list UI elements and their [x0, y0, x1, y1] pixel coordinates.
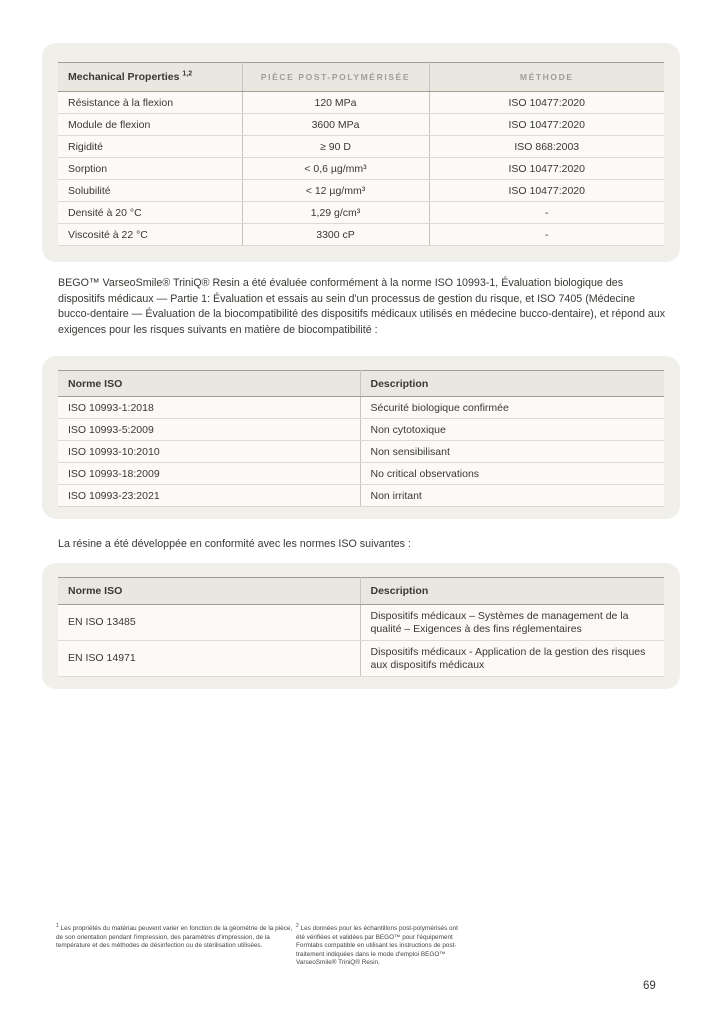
conformity-intro: La résine a été développée en conformité avec les normes ISO suivantes :	[58, 538, 411, 550]
footnote-2	[296, 922, 468, 968]
mechanical-properties-table	[58, 62, 664, 246]
table-row	[58, 136, 664, 158]
col-header-norme-iso: Norme ISO	[58, 371, 360, 397]
method-cell: ISO 10477:2020	[429, 114, 664, 136]
table-row	[58, 158, 664, 180]
description-cell: Non irritant	[360, 485, 664, 507]
table-row	[58, 224, 664, 246]
biocompatibility-norms-card	[42, 356, 680, 519]
norm-cell: ISO 10993-1:2018	[58, 397, 360, 419]
footnote-1-text: Les propriétés du matériau peuvent varier en fonction de la géométrie de la pièce, de son orientation pendant l'impression, des paramètres d'impression, de la température et des méthodes de désinfection ou de stérilisation utilisées.	[56, 925, 293, 950]
table-row	[58, 419, 664, 441]
header-superscript: 1,2	[182, 70, 193, 78]
property-cell: Densité à 20 °C	[58, 202, 242, 224]
description-cell: Non cytotoxique	[360, 419, 664, 441]
value-cell: 1,29 g/cm³	[242, 202, 429, 224]
norm-cell: ISO 10993-18:2009	[58, 463, 360, 485]
col-header-description: Description	[360, 371, 664, 397]
property-cell: Solubilité	[58, 180, 242, 202]
property-cell: Sorption	[58, 158, 242, 180]
biocompatibility-norms-table	[58, 370, 664, 507]
col-header-piece-post-polymerisee: PIÈCE POST-POLYMÉRISÉE	[242, 63, 429, 92]
table-row	[58, 397, 664, 419]
description-cell: Non sensibilisant	[360, 441, 664, 463]
table-row	[58, 92, 664, 114]
value-cell: 3300 cP	[242, 224, 429, 246]
page-number: 69	[643, 980, 656, 992]
norm-cell: ISO 10993-23:2021	[58, 485, 360, 507]
property-cell: Résistance à la flexion	[58, 92, 242, 114]
table-row	[58, 114, 664, 136]
table-row	[58, 180, 664, 202]
table-row	[58, 605, 664, 641]
norm-cell: EN ISO 14971	[58, 641, 360, 677]
conformity-norms-card	[42, 563, 680, 689]
description-cell: No critical observations	[360, 463, 664, 485]
table-row	[58, 485, 664, 507]
method-cell: -	[429, 202, 664, 224]
col-header-description: Description	[360, 578, 664, 605]
col-header-norme-iso: Norme ISO	[58, 578, 360, 605]
col-header-methode: MÉTHODE	[429, 63, 664, 92]
property-cell: Module de flexion	[58, 114, 242, 136]
table-row	[58, 441, 664, 463]
property-cell: Rigidité	[58, 136, 242, 158]
table-header-row	[58, 63, 664, 92]
footnote-2-text: Les données pour les échantillons post-polymérisés ont été vérifiées et validées par BEGO™ pour l'équipement Formlabs compatible en utilisant les instructions de post-traitement indiquées dans le mode d'emploi BEGO™ VarseoSmile® TriniQ® Resin.	[296, 925, 458, 967]
value-cell: ≥ 90 D	[242, 136, 429, 158]
mechanical-properties-card	[42, 43, 680, 262]
biocompatibility-paragraph: BEGO™ VarseoSmile® TriniQ® Resin a été évaluée conformément à la norme ISO 10993-1, Évaluation biologique des dispositifs médicaux — Partie 1: Évaluation et essais au sein d'un processus de gestion du risque, et ISO 7405 (Médecine bucco-dentaire — Évaluation de la biocompatibilité des dispositifs médicaux utilisés en médecine bucco-dentaire), et répond aux exigences pour les risques suivants en matière de biocompatibilité :	[58, 277, 666, 336]
method-cell: ISO 10477:2020	[429, 158, 664, 180]
norm-cell: EN ISO 13485	[58, 605, 360, 641]
method-cell: -	[429, 224, 664, 246]
table-header-row	[58, 371, 664, 397]
description-cell: Dispositifs médicaux – Systèmes de management de la qualité – Exigences à des fins réglementaires	[360, 605, 664, 641]
table-row	[58, 202, 664, 224]
footnote-1	[56, 922, 296, 951]
footnote-1-marker: 1	[56, 922, 59, 929]
norm-cell: ISO 10993-10:2010	[58, 441, 360, 463]
property-cell: Viscosité à 22 °C	[58, 224, 242, 246]
method-cell: ISO 868:2003	[429, 136, 664, 158]
value-cell: 3600 MPa	[242, 114, 429, 136]
col-header-mechanical-properties	[58, 63, 242, 92]
value-cell: < 12 µg/mm³	[242, 180, 429, 202]
conformity-norms-table	[58, 577, 664, 677]
footnote-2-marker: 2	[296, 922, 299, 929]
table-row	[58, 641, 664, 677]
value-cell: < 0,6 µg/mm³	[242, 158, 429, 180]
description-cell: Dispositifs médicaux - Application de la gestion des risques aux dispositifs médicaux	[360, 641, 664, 677]
col-header-label: Mechanical Properties	[68, 71, 180, 83]
description-cell: Sécurité biologique confirmée	[360, 397, 664, 419]
value-cell: 120 MPa	[242, 92, 429, 114]
table-row	[58, 463, 664, 485]
table-header-row	[58, 578, 664, 605]
method-cell: ISO 10477:2020	[429, 180, 664, 202]
norm-cell: ISO 10993-5:2009	[58, 419, 360, 441]
method-cell: ISO 10477:2020	[429, 92, 664, 114]
